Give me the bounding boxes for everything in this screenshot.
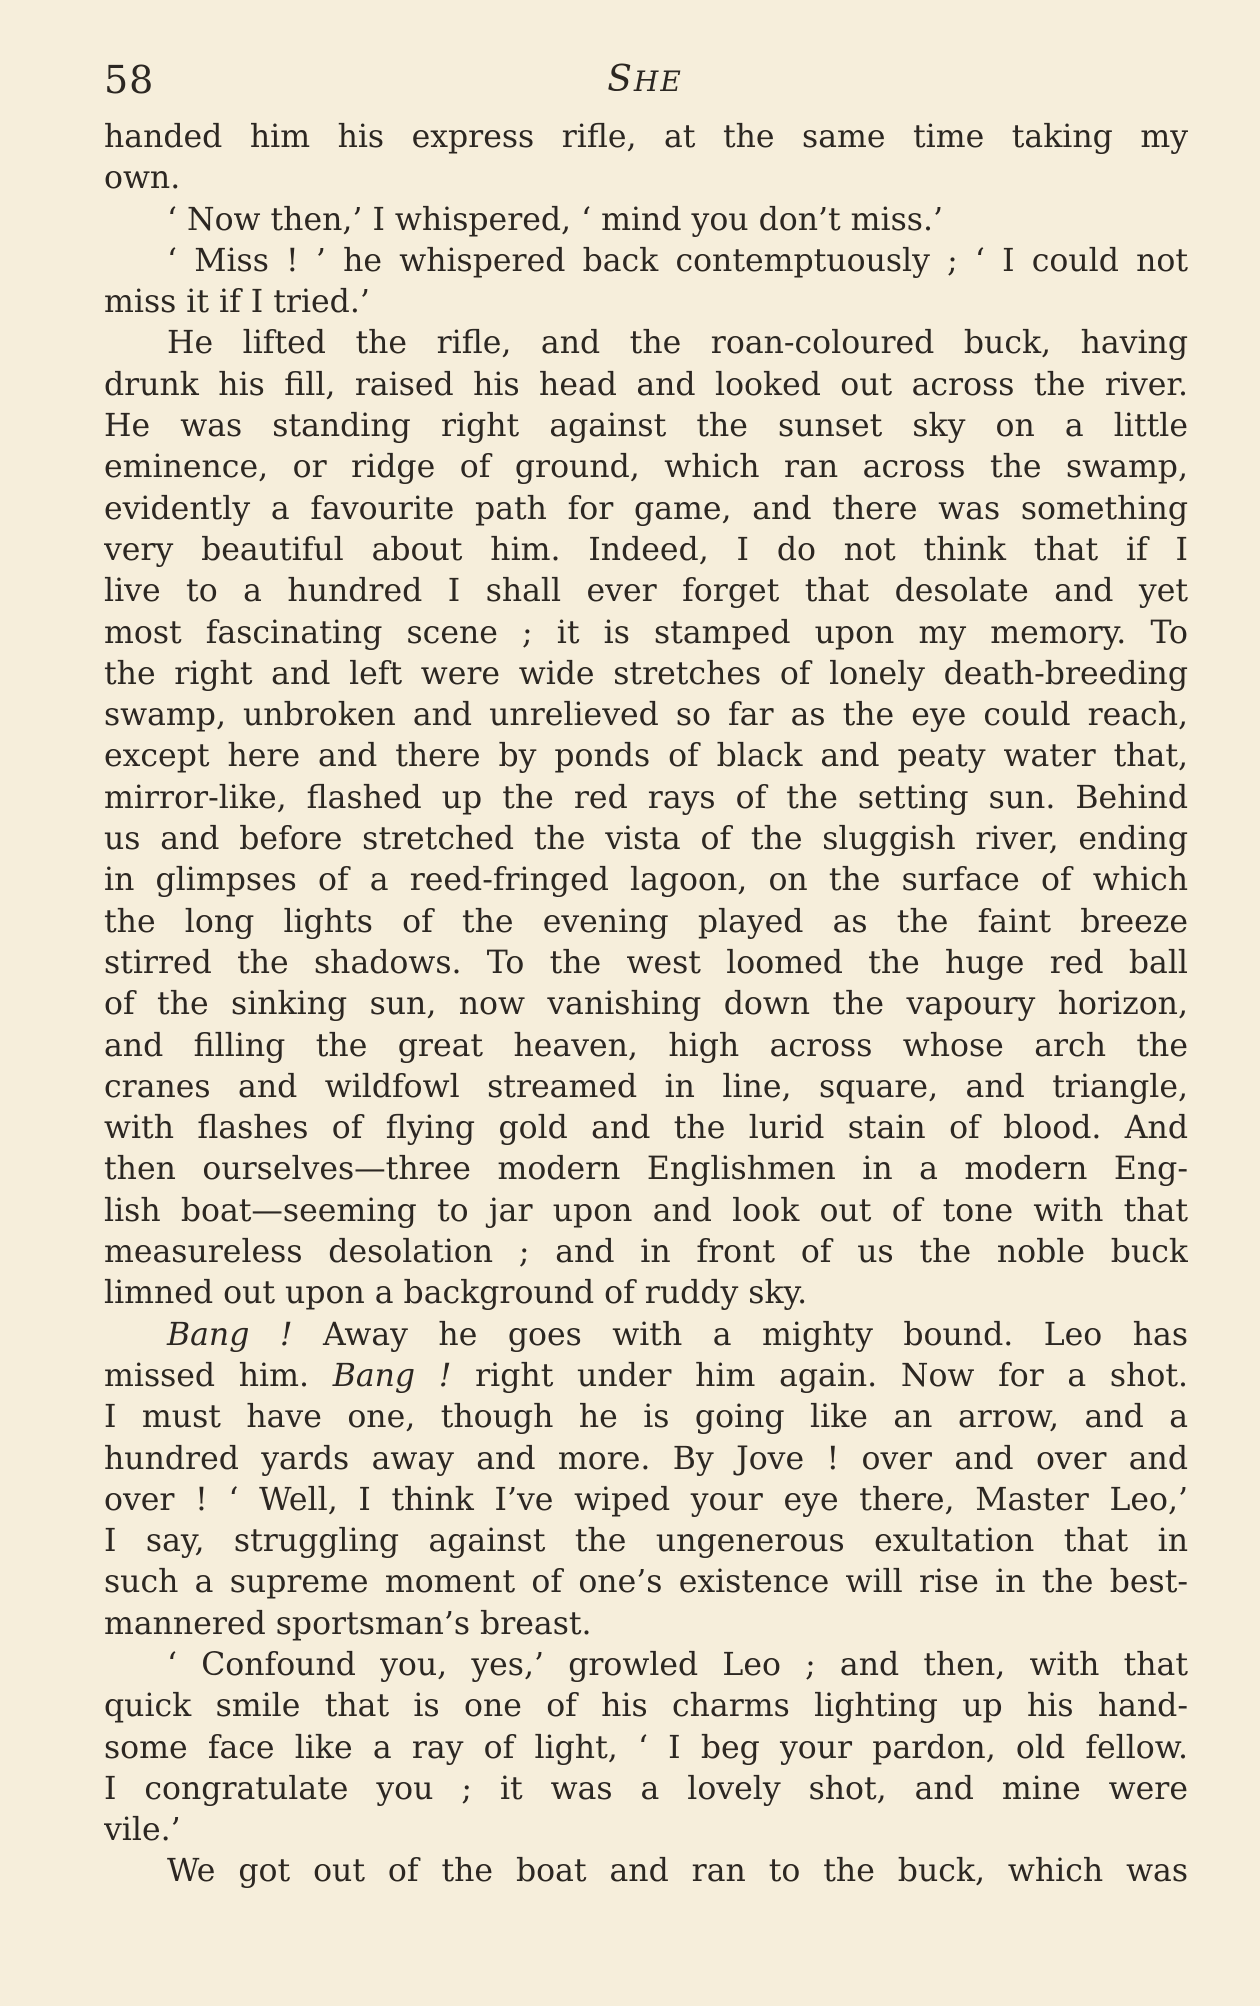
text-line: I must have one, though he is going like an arrow, and a <box>104 1399 1188 1436</box>
text-line: He lifted the rifle, and the roan-coloured buck, having <box>167 325 1188 362</box>
text-line: We got out of the boat and ran to the buck, which was <box>167 1853 1188 1890</box>
text-line: I congratulate you ; it was a lovely shot, and mine were <box>104 1770 1188 1807</box>
text-line: cranes and wildfowl streamed in line, square, and triangle, <box>104 1068 1188 1105</box>
text-line: lish boat—seeming to jar upon and look out of tone with that <box>104 1192 1188 1229</box>
text-line: some face like a ray of light, ‘ I beg your pardon, old fellow. <box>104 1729 1188 1766</box>
text-line: very beautiful about him. Indeed, I do not think that if I <box>104 531 1188 568</box>
text-line: mirror-like, flashed up the red rays of the setting sun. Behind <box>104 779 1188 816</box>
text-line: in glimpses of a reed-fringed lagoon, on the surface of which <box>104 862 1188 899</box>
text-line: us and before stretched the vista of the sluggish river, ending <box>104 821 1188 858</box>
text-fragment: right under him again. Now for a shot. <box>451 1357 1188 1394</box>
text-line: He was standing right against the sunset sky on a little <box>104 408 1188 445</box>
text-line: handed him his express rifle, at the same time taking my <box>104 119 1188 155</box>
text-fragment: missed him. <box>104 1357 333 1394</box>
text-line: eminence, or ridge of ground, which ran across the swamp, <box>104 449 1188 486</box>
text-line: miss it if I tried.’ <box>104 284 370 321</box>
running-title-initial: S <box>607 59 634 100</box>
running-title-rest: HE <box>633 65 683 98</box>
emphasis-bang: Bang ! <box>167 1316 293 1353</box>
text-line: measureless desolation ; and in front of us the noble buck <box>104 1234 1188 1271</box>
text-line: evidently a favourite path for game, and there was something <box>104 490 1188 527</box>
text-line: and filling the great heaven, high across whose arch the <box>104 1027 1188 1064</box>
text-line: of the sinking sun, now vanishing down the vapoury horizon, <box>104 986 1188 1023</box>
text-line: live to a hundred I shall ever forget that desolate and yet <box>104 573 1188 610</box>
text-line: hundred yards away and more. By Jove ! over and over and <box>104 1440 1188 1477</box>
text-line: vile.’ <box>104 1812 181 1849</box>
text-line: ‘ Miss ! ’ he whispered back contemptuously ; ‘ I could not <box>167 242 1188 279</box>
running-title <box>0 58 1260 104</box>
text-line <box>104 1315 1188 1356</box>
text-line <box>104 1356 1188 1397</box>
text-line: I say, struggling against the ungenerous exultation that in <box>104 1523 1188 1560</box>
text-line: except here and there by ponds of black and peaty water that, <box>104 738 1188 775</box>
emphasis-bang: Bang ! <box>332 1357 452 1394</box>
body-text <box>104 117 1188 1893</box>
text-line: the right and left were wide stretches of lonely death-breeding <box>104 655 1188 692</box>
text-line: ‘ Now then,’ I whispered, ‘ mind you don’t miss.’ <box>167 201 943 238</box>
text-line: such a supreme moment of one’s existence will rise in the best- <box>104 1564 1188 1601</box>
text-line: limned out upon a background of ruddy sky. <box>104 1275 808 1312</box>
text-line: quick smile that is one of his charms lighting up his hand- <box>104 1688 1188 1725</box>
text-line: the long lights of the evening played as the faint breeze <box>104 903 1188 940</box>
page-number: 58 <box>104 58 155 102</box>
text-line: over ! ‘ Well, I think I’ve wiped your eye there, Master Leo,’ <box>104 1481 1188 1518</box>
text-line: swamp, unbroken and unrelieved so far as the eye could reach, <box>104 697 1188 734</box>
text-line: with flashes of flying gold and the lurid stain of blood. And <box>104 1110 1188 1147</box>
text-line: most fascinating scene ; it is stamped upon my memory. To <box>104 614 1188 651</box>
text-line: ‘ Confound you, yes,’ growled Leo ; and then, with that <box>167 1646 1188 1683</box>
text-line: own. <box>104 160 181 197</box>
text-line: drunk his fill, raised his head and looked out across the river. <box>104 366 1188 403</box>
text-fragment: Away he goes with a mighty bound. Leo has <box>292 1316 1188 1353</box>
text-line: mannered sportsman’s breast. <box>104 1605 592 1642</box>
text-line: then ourselves—three modern Englishmen in a modern Eng- <box>104 1151 1188 1188</box>
text-line: stirred the shadows. To the west loomed the huge red ball <box>104 944 1188 981</box>
